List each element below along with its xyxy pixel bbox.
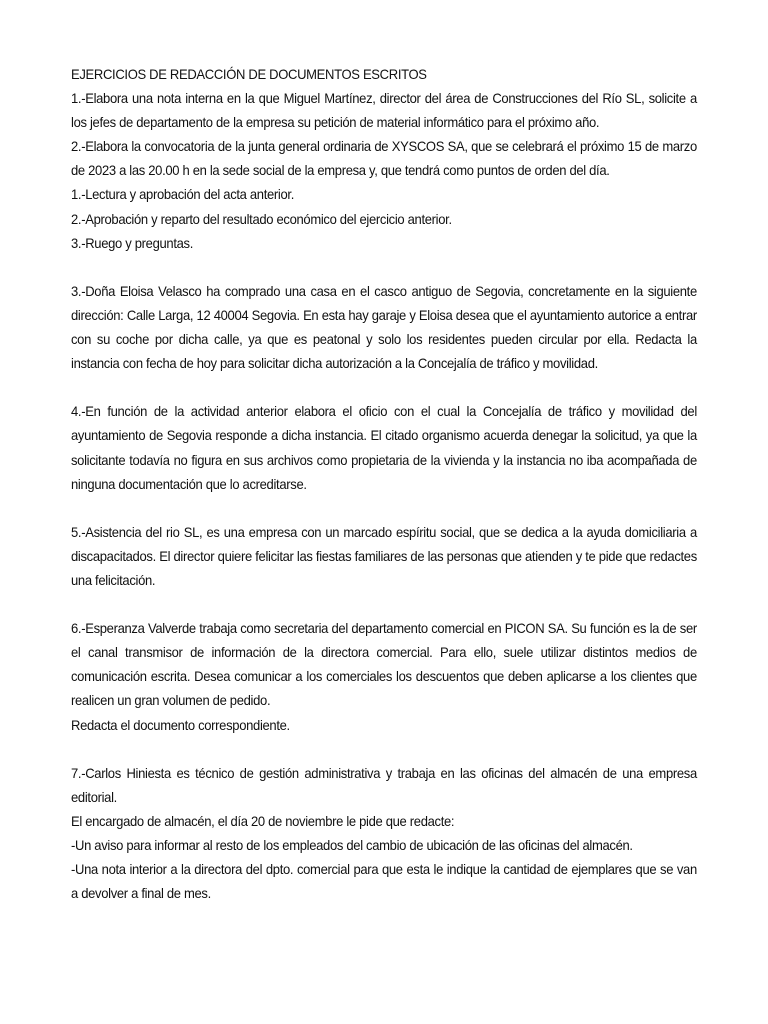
blank-line <box>71 737 697 761</box>
exercise-6: 6.-Esperanza Valverde trabaja como secretaria del departamento comercial en PICON SA. Su función es la de ser el canal transmisor de información de la directora comercial. Para ello, suele utilizar distintos medios de comunicación escrita. Desea comunicar a los comerciales los descuentos que deben aplicarse a los clientes que realicen un gran volumen de pedido. <box>71 620 697 709</box>
exercise-2-item-3: 3.-Ruego y preguntas. <box>71 234 194 251</box>
blank-line <box>71 592 697 616</box>
exercise-2-item-2: 2.-Aprobación y reparto del resultado económico del ejercicio anterior. <box>71 210 452 227</box>
exercise-2: 2.-Elabora la convocatoria de la junta general ordinaria de XYSCOS SA, que se celebrará el próximo 15 de marzo de 2023 a las 20.00 h en la sede social de la empresa y, que tendrá como puntos de orden del día. <box>71 138 697 179</box>
exercise-4: 4.-En función de la actividad anterior elabora el oficio con el cual la Concejalía de tráfico y movilidad del ayuntamiento de Segovia responde a dicha instancia. El citado organismo acuerda denegar la solicitud, ya que la solicitante todavía no figura en sus archivos como propietaria de la vivienda y la instancia no iba acompañada de ninguna documentación que lo acreditarse. <box>71 403 697 492</box>
document-title: EJERCICIOS DE REDACCIÓN DE DOCUMENTOS ESCRITOS <box>71 66 427 82</box>
exercise-3: 3.-Doña Eloisa Velasco ha comprado una casa en el casco antiguo de Segovia, concretamente en la siguiente dirección: Calle Larga, 12 40004 Segovia. En esta hay garaje y Eloisa desea que el ayuntamiento autorice a entrar con su coche por dicha calle, ya que es peatonal y solo los residentes pueden circular por ella. Redacta la instancia con fecha de hoy para solicitar dicha autorización a la Concejalía de tráfico y movilidad. <box>71 282 697 372</box>
blank-line <box>71 375 697 399</box>
exercise-7-item-2: -Una nota interior a la directora del dpto. comercial para que esta le indique la cantidad de ejemplares que se van a devolver a final de mes. <box>71 861 697 902</box>
exercise-1: 1.-Elabora una nota interna en la que Miguel Martínez, director del área de Construcciones del Río SL, solicite a los jefes de departamento de la empresa su petición de material informático para el próximo año. <box>71 90 697 131</box>
blank-line <box>71 255 697 279</box>
exercise-7-item-1: -Un aviso para informar al resto de los empleados del cambio de ubicación de las oficinas del almacén. <box>71 837 633 853</box>
blank-line <box>71 496 697 520</box>
exercise-7-request: El encargado de almacén, el día 20 de noviembre le pide que redacte: <box>71 812 455 829</box>
exercise-6-instruction: Redacta el documento correspondiente. <box>71 716 290 733</box>
exercise-5: 5.-Asistencia del rio SL, es una empresa con un marcado espíritu social, que se dedica a la ayuda domiciliaria a discapacitados. El director quiere felicitar las fiestas familiares de las personas que atienden y te pide que redactes una felicitación. <box>71 523 697 588</box>
exercise-7: 7.-Carlos Hiniesta es técnico de gestión administrativa y trabaja en las oficinas del almacén de una empresa editorial. <box>71 764 697 805</box>
document-page <box>71 62 697 905</box>
exercise-2-item-1: 1.-Lectura y aprobación del acta anterior. <box>71 186 295 203</box>
document-body <box>71 62 697 905</box>
